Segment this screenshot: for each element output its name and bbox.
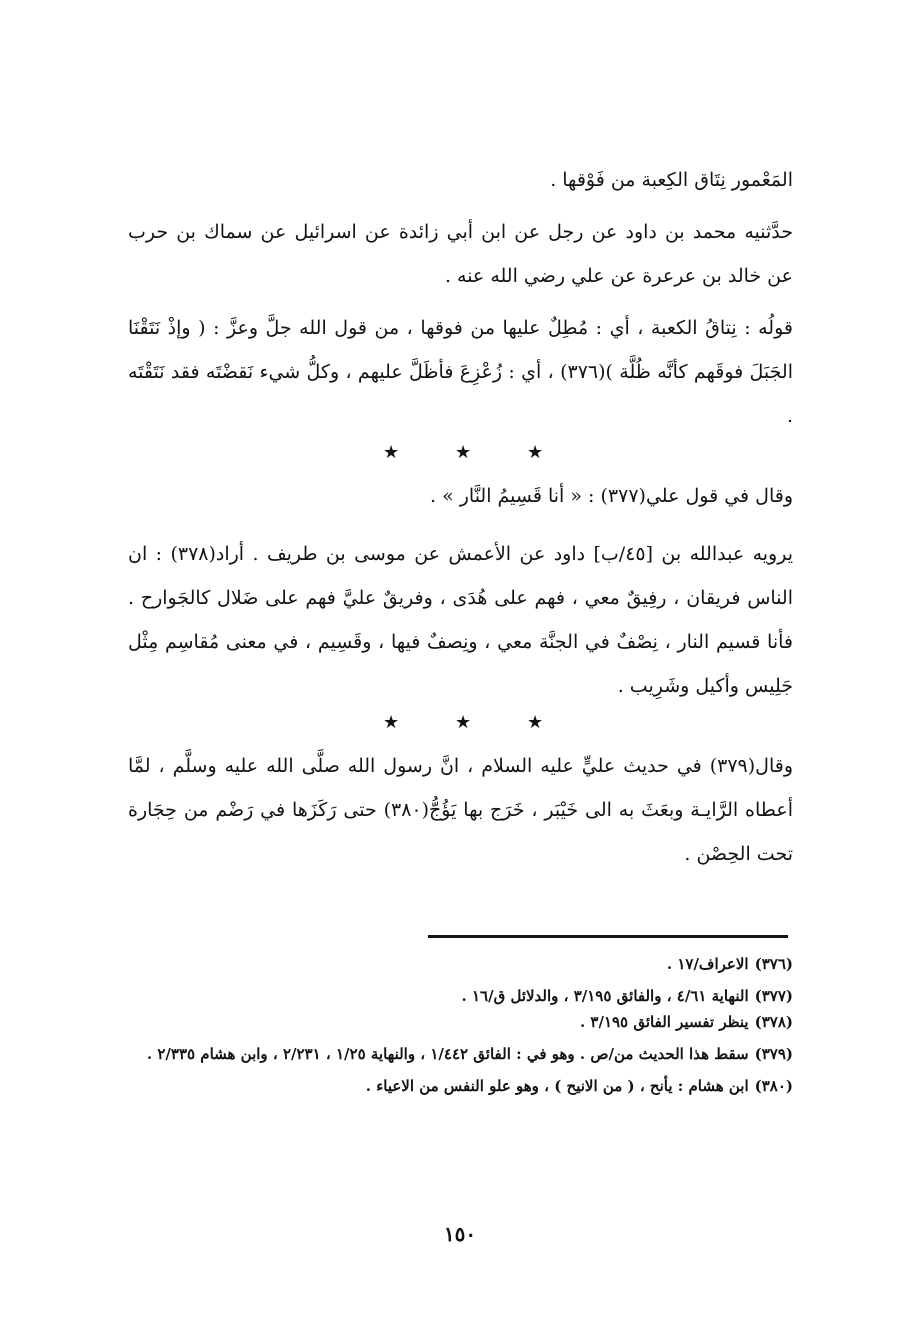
footnote-text: الاعراف/١٧ . xyxy=(666,955,749,973)
footnote-text: سقط هذا الحديث من/ص . وهو في : الفائق ١/٤٤٢ ، والنهاية ١/٢٥ ، ٢/٢٣١ ، وابن هشام ٢/٣٣٥ . xyxy=(146,1045,749,1063)
star-separator-1 xyxy=(128,440,793,466)
star-icon: ★ xyxy=(527,442,544,463)
paragraph-4: وقال في قول علي(٣٧٧) : « أنا قَسِيمُ النَّار » . xyxy=(429,485,793,507)
footnote-text: ابن هشام : يأنح ، ( من الانيح ) ، وهو علو النفس من الاعياء . xyxy=(365,1077,749,1095)
star-icon: ★ xyxy=(383,442,400,463)
footnote-number: (٣٧٧) xyxy=(754,987,793,1005)
footnote-number: (٣٧٩) xyxy=(754,1045,793,1063)
footnote-378 xyxy=(128,1011,793,1033)
star-icon: ★ xyxy=(455,442,472,463)
footnote-number: (٣٧٦) xyxy=(754,955,793,973)
footnote-number: (٣٧٨) xyxy=(754,1013,793,1031)
paragraph-6: وقال(٣٧٩) في حديث عليٍّ عليه السلام ، انَّ رسول الله صلَّى الله عليه وسلَّم ، لمَّا أعطاه الرَّايـة وبعَثَ به الى خَيْبَر ، خَرَج بها يَؤُجُّ(٣٨٠) حتى رَكَزَها في رَضْم من حِجَارة تحت الحِصْن . xyxy=(128,755,794,865)
footnote-text: النهاية ٤/٦١ ، والفائق ٣/١٩٥ ، والدلائل ق/١٦ . xyxy=(461,987,749,1005)
paragraph-1: المَعْمور نِتَاق الكِعبة من فَوْقها . xyxy=(550,169,793,191)
footnote-divider xyxy=(428,935,788,938)
footnote-377 xyxy=(128,985,793,1007)
footnote-379 xyxy=(128,1043,793,1065)
footnote-number: (٣٨٠) xyxy=(754,1077,793,1095)
footnote-376 xyxy=(128,953,793,975)
star-icon: ★ xyxy=(527,712,544,733)
paragraph-3: قولُه : نِتاقُ الكعبة ، أي : مُطِلٌ عليها من فوقها ، من قول الله جلَّ وعزَّ : ( وإذْ نَتَقْنَا الجَبَلَ فوقَهم كأنَّه ظُلَّة )(٣٧٦) ، أي : زُعْزِعَ فأظَلَّ عليهم ، وكلُّ شيء نَقضْتَه فقد نَتَقْتَه . xyxy=(128,317,793,427)
page-number: ١٥٠ xyxy=(443,1222,477,1246)
footnote-380 xyxy=(128,1075,793,1097)
star-separator-2 xyxy=(128,710,793,736)
main-text xyxy=(128,158,793,876)
star-icon: ★ xyxy=(383,712,400,733)
footnotes xyxy=(128,953,793,1107)
paragraph-2: حدَّثنيه محمد بن داود عن رجل عن ابن أبي زائدة عن اسرائيل عن سماك بن حرب عن خالد بن عرعرة عن علي رضي الله عنه . xyxy=(128,221,793,287)
paragraph-5: يرويه عبدالله بن [٤٥/ب] داود عن الأعمش عن موسى بن طريف . أراد(٣٧٨) : ان الناس فريقان ، رفِيقٌ معي ، فهم على هُدَى ، وفريقٌ عليَّ فهم على ضَلال كالجَوارح . فأنا قسيم النار ، نِصْفٌ في الجنَّة معي ، ونِصفٌ فيها ، وقَسِيم ، في معنى مُقاسِم مِثْل جَلِيس وأكيل وشَرِيب . xyxy=(128,543,793,697)
star-icon: ★ xyxy=(455,712,472,733)
footnote-text: ينظر تفسير الفائق ٣/١٩٥ . xyxy=(579,1013,749,1031)
